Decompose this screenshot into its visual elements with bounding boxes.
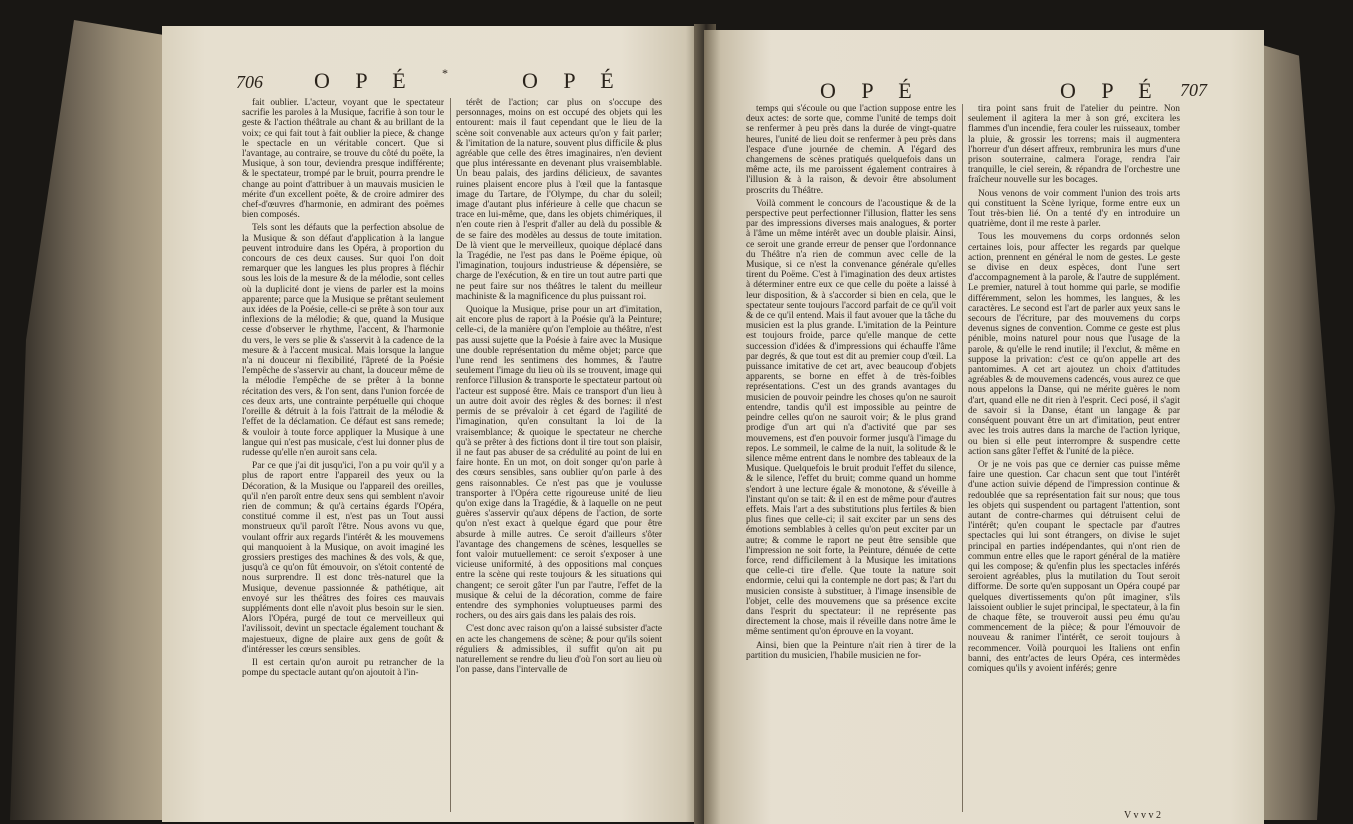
paragraph: tira point sans fruit de l'atelier du peintre. Non seulement il agitera la mer à son gré, excitera les flammes d'un incendie, fera couler les ruisseaux, tomber la pluie, & grossir les torrens; mais il augmentera l'horreur d'un désert affreux, rembrunira les murs d'une prison souterraine, calmera l'orage, rendra l'air tranquille, le ciel serein, & répandra de l'orchestre une fraîcheur nouvelle sur les bocages. xyxy=(968,104,1180,186)
left-page-column-1 xyxy=(242,98,444,818)
page-number-left: 706 xyxy=(236,72,263,92)
page-number-right: 707 xyxy=(1180,80,1207,100)
paragraph: Quoique la Musique, prise pour un art d'imitation, ait encore plus de raport à la Poésie qu'à la Peinture; celle-ci, de la manière qu'on l'emploie au théâtre, n'est pas aussi sujette que la Poésie à faire avec la Musique une double représentation du même objet; parce que l'une rend les sentimens des hommes, & l'autre seulement l'image du lieu où ils se trouvent, image qui renforce l'illusion & transporte le spectateur partout où l'acteur est supposé être. Mais ce transport d'un lieu à un autre doit avoir des règles & des bornes: il n'est permis de se prévaloir à cet égard de l'agilité de l'imagination, qu'en consultant la loi de la vraisemblance; & quoique le spectateur ne cherche qu'à se prêter à des fictions dont il tire tout son plaisir, il ne faut pas abuser de sa crédulité au point de lui en faire honte. En un mot, on doit songer qu'on parle à des cœurs sensibles, sans oublier qu'on parle à des gens raisonnables. Ce n'est pas que je voulusse transporter à l'Opéra cette rigoureuse unité de lieu qu'on exige dans la Tragédie, & à laquelle on ne peut guères s'asservir qu'aux dépens de l'action, de sorte qu'on n'est exact à quelque égard que pour être absurde à mille autres. Ce seroit d'ailleurs s'ôter l'avantage des changemens de scènes, lesquelles se font valoir mutuellement: ce seroit s'exposer à une vicieuse uniformité, à des oppositions mal conçues entre la scène qui reste toujours & les situations qui changent; ce seroit gâter l'un par l'autre, l'effet de la musique & celui de la décoration, comme de faire entendre des symphonies voluptueuses parmi des rochers, ou des airs gais dans les palais des rois. xyxy=(456,305,662,622)
paragraph: térêt de l'action; car plus on s'occupe des personnages, moins on est occupé des objets qui les entourent: mais il faut cependant que le lieu de la scène soit convenable aux acteurs qu'on y fait parler; & l'imitation de la nature, souvent plus difficile & plus agréable que celle des êtres imaginaires, n'en devient que plus intéressante en devenant plus vraisemblable. Un beau palais, des jardins délicieux, de savantes ruines plaisent encore plus à l'œil que la fantasque image du Tartare, de l'Olympe, du char du soleil; image d'autant plus inférieure à celle que chacun se trace en lui-même, que, dans les objets chimériques, il n'en coute rien à l'esprit d'aller au delà du possible & de se faire des modèles au dessus de toute imitation. De là vient que le merveilleux, quoique déplacé dans la Tragédie, ne l'est pas dans le Poëme épique, où l'imagination, toujours industrieuse & dépensière, se charge de l'exécution, & en tire un tout autre parti que ne peut faire sur nos théâtres le talent du meilleur machiniste & la magnificence du plus puissant roi. xyxy=(456,98,662,302)
running-head-left-1: O P É xyxy=(314,68,416,93)
paragraph: C'est donc avec raison qu'on a laissé subsister d'acte en acte les changemens de scène; & pour qu'ils soient réguliers & admissibles, il suffit qu'on ait pu naturellement se rendre du lieu d'où l'on sort au lieu où l'on passe, dans l'intervalle de xyxy=(456,624,662,676)
running-head-right-2: O P É xyxy=(1060,78,1162,103)
paragraph: Nous venons de voir comment l'union des trois arts qui constituent la Scène lyrique, forme entre eux un Tout très-bien lié. On a tenté d'y en introduire un quatrième, dont il me reste à parler. xyxy=(968,188,1180,230)
left-page xyxy=(162,26,702,822)
paragraph: Tels sont les défauts que la perfection absolue de la Musique & son défaut d'application à la langue peuvent introduire dans les Opéra, à proportion du concours de ces deux causes. Sur quoi l'on doit remarquer que les langues les plus propres à fléchir sous les lois de la mesure & de la mélodie, sont celles où la duplicité dont je viens de parler est la moins apparente; parce que la Musique se prêtant seulement aux idées de la Poésie, celle-ci se prête à son tour aux inflexions de la mélodie; & que, quand la Musique cesse d'observer le rhythme, l'accent, & l'harmonie du vers, le vers se plie & s'asservit à la cadence de la mesure & à l'accent musical. Mais lorsque la langue n'a ni douceur ni flexibilité, l'âpreté de la Poésie l'empêche de s'asservir au chant, la douceur même de la mélodie l'empêche de se prêter à la bonne récitation des vers, & l'on sent, dans l'union forcée de ces deux arts, une contrainte perpétuelle qui choque l'oreille & détruit à la fois l'attrait de la mélodie & l'effet de la déclamation. Ce défaut est sans remede; & vouloir à toute force appliquer la Musique à une langue qui n'est pas musicale, c'est lui donner plus de rudesse qu'elle n'en auroit sans cela. xyxy=(242,223,444,458)
ornament: * xyxy=(442,66,448,80)
paragraph: Voilà comment le concours de l'acoustique & de la perspective peut perfectionner l'illusion, flatter les sens par des impressions diverses mais analogues, & porter à l'âme un même intérêt avec un double plaisir. Ainsi, ce seroit une grande erreur de penser que l'ordonnance du Théâtre n'a rien de commun avec celle de la Musique, si ce n'est la convenance générale qu'elles tirent du Poëme. C'est à l'imagination des deux artistes à déterminer entre eux ce que celle du poëte a laissé à leur disposition, & à s'accorder si bien en cela, que le spectateur sente toujours l'accord parfait de ce qu'il voit & de ce qu'il entend. Mais il faut avouer que la tâche du musicien est la plus grande. L'imitation de la Peinture est toujours froide, parce qu'elle manque de cette succession d'idées & d'impressions qui échauffe l'âme par degrés, & que tout est dit au premier coup d'œil. La puissance imitative de cet art, avec beaucoup d'objets apparents, se borne en effet à de très-foibles représentations. C'est un des grands avantages du musicien de pouvoir peindre les choses qu'on ne sauroit entendre, tandis qu'il est impossible au peintre de peindre celles qu'on ne sauroit voir; & le plus grand prodige d'un art qui n'a d'activité que par ses mouvemens, est d'en pouvoir former jusqu'à l'image du repos. Le sommeil, le calme de la nuit, la solitude & le silence même entrent dans le nombre des tableaux de la Musique. Quelquefois le bruit produit l'effet du silence, & le silence, l'effet du bruit; comme quand un homme s'endort à une lecture égale & monotone, & s'éveille à l'instant qu'on se tait: & il en est de même pour d'autres effets. Mais l'art a des substitutions plus fertiles & bien plus fines que celle-ci; il sait exciter par un sens des émotions semblables à celles qu'on peut exciter par un autre; & comme le raport ne peut être sensible que l'impression ne soit forte, la Peinture, dénuée de cette force, rend difficilement à la Musique les imitations que celle-ci tire d'elle. Que toute la nature soit endormie, celui qui la contemple ne dort pas; & l'art du musicien consiste à substituer, à l'image insensible de l'objet, celle des mouvemens que sa présence excite dans l'esprit du spectateur: il ne représente pas directement la chose, mais il réveille dans notre âme le même sentiment qu'on éprouve en la voyant. xyxy=(746,198,956,638)
running-head-right-1: O P É xyxy=(820,78,922,103)
left-page-stack xyxy=(10,20,170,820)
paragraph: Par ce que j'ai dit jusqu'ici, l'on a pu voir qu'il y a plus de raport entre l'appareil des yeux ou la Décoration, & la Musique ou l'appareil des oreilles, qu'il n'en paroît entre deux sens qui semblent n'avoir rien de commun; & qu'à certains égards l'Opéra, constitué comme il est, n'est pas un Tout aussi monstrueux qu'il paroît l'être. Nous avons vu que, voulant offrir aux regards l'intérêt & les mouvemens qui manquoient à la Musique, on avoit imaginé les grossiers prestiges des machines & des vols, & que, jusqu'à ce qu'on fût émouvoir, on s'étoit contenté de nous surprendre. Il est donc très-naturel que la Musique, devenue passionnée & pathétique, ait envoyé sur les théâtres des foires ces mauvais suppléments dont elle n'avoit plus besoin sur le sien. Alors l'Opéra, purgé de tout ce merveilleux qui l'avilissoit, devint un spectacle également touchant & majestueux, digne de plaire aux gens de goût & d'intéresser les cœurs sensibles. xyxy=(242,461,444,655)
running-head-left-2: O P É xyxy=(522,68,624,93)
column-rule xyxy=(450,98,451,812)
left-page-column-2 xyxy=(456,98,662,818)
paragraph: Or je ne vois pas que ce dernier cas puisse même faire une question. Car chacun sent que tout l'intérêt d'une action suivie dépend de l'impression continue & redoublée que sa représentation fait sur nous; que tous les objets qui suspendent ou partagent l'attention, sont autant de contre-charmes qui détruisent celui de l'intérêt; qu'en coupant le spectacle par d'autres spectacles qui lui sont étrangers, on divise le sujet principal en parties indépendantes, qui n'ont rien de commun entre elles que le raport général de la matière qui les compose; & qu'enfin plus les spectacles inférés seroient agréables, plus la mutilation du Tout seroit difforme. De sorte qu'en supposant un Opéra coupé par quelques divertissements qu'on pût imaginer, s'ils laissoient oublier le sujet principal, le spectateur, à la fin de chaque fête, se trouveroit aussi peu ému qu'au commencement de la pièce; & pour l'émouvoir de nouveau & ranimer l'intérêt, ce seroit toujours à recommencer. Voilà pourquoi les Italiens ont enfin banni, des entr'actes de leurs Opéra, ces intermèdes comiques qu'ils y avoient inférés; genre xyxy=(968,459,1180,674)
column-rule xyxy=(962,104,963,812)
right-page-column-1 xyxy=(746,104,956,816)
paragraph: Il est certain qu'on auroit pu retrancher de la pompe du spectacle autant qu'on ajoutoit à l'in- xyxy=(242,657,444,679)
paragraph: Tous les mouvemens du corps ordonnés selon certaines lois, pour affecter les regards par quelque action, prennent en général le nom de gestes. Le geste se divise en deux espèces, dont l'une sert d'accompagnement à la parole, & l'autre de supplément. Le premier, naturel à tout homme qui parle, se modifie différemment, selon les hommes, les langues, & les caractères. Le second est l'art de parler aux yeux sans le secours de l'écriture, par des mouvemens du corps devenus signes de convention. Comme ce geste est plus pénible, moins naturel pour nous que l'usage de la parole, & qu'elle le rend inutile; il l'exclut, & même en suppose la privation: c'est ce qu'on appelle art des pantomimes. A cet art ajoutez un choix d'attitudes agréables & de mouvemens cadencés, vous aurez ce que nous appelons la Danse, qui ne mérite guères le nom d'art, quand elle ne dit rien à l'esprit. Ceci posé, il s'agit de savoir si la Danse, étant un langage & par conséquent pouvant être un art d'imitation, peut entrer avec les trois autres dans la marche de l'action lyrique, ou bien si elle peut interrompre & suspendre cette action sans gâter l'effet & l'unité de la pièce. xyxy=(968,232,1180,457)
right-page-column-2 xyxy=(968,104,1180,810)
catchword: V v v v 2 xyxy=(1124,810,1162,821)
paragraph: temps qui s'écoule ou que l'action suppose entre les deux actes: de sorte que, comme l'unité de temps doit se renfermer à peu près dans la durée de vingt-quatre heures, l'unité de lieu doit se renfermer à peu près dans l'espace d'une journée de chemin. A l'égard des changemens de scènes pratiqués quelquefois dans un même acte, ils me paroissent également contraires à l'illusion & à la raison, & devoir être absolument proscrits du Théâtre. xyxy=(746,104,956,196)
paragraph: Ainsi, bien que la Peinture n'ait rien à tirer de la partition du musicien, l'habile musicien ne for- xyxy=(746,640,956,661)
right-page xyxy=(704,30,1264,824)
paragraph: fait oublier. L'acteur, voyant que le spectateur sacrifie les paroles à la Musique, facrifie à son tour le geste & l'action théâtrale au chant & au brillant de la voix; ce qui fait tout à fait oublier la piece, & change le spectacle en un véritable concert. Que si l'avantage, au contraire, se trouve du côté du poëte, la Musique, à son tour, deviendra presque indifférente; & le spectateur, trompé par le bruit, pourra prendre le change au point d'attribuer à un mauvais musicien le mérite d'un excellent poëte, & de croire admirer des chef-d'œuvres d'harmonie, en admirant des poëmes bien composés. xyxy=(242,98,444,221)
